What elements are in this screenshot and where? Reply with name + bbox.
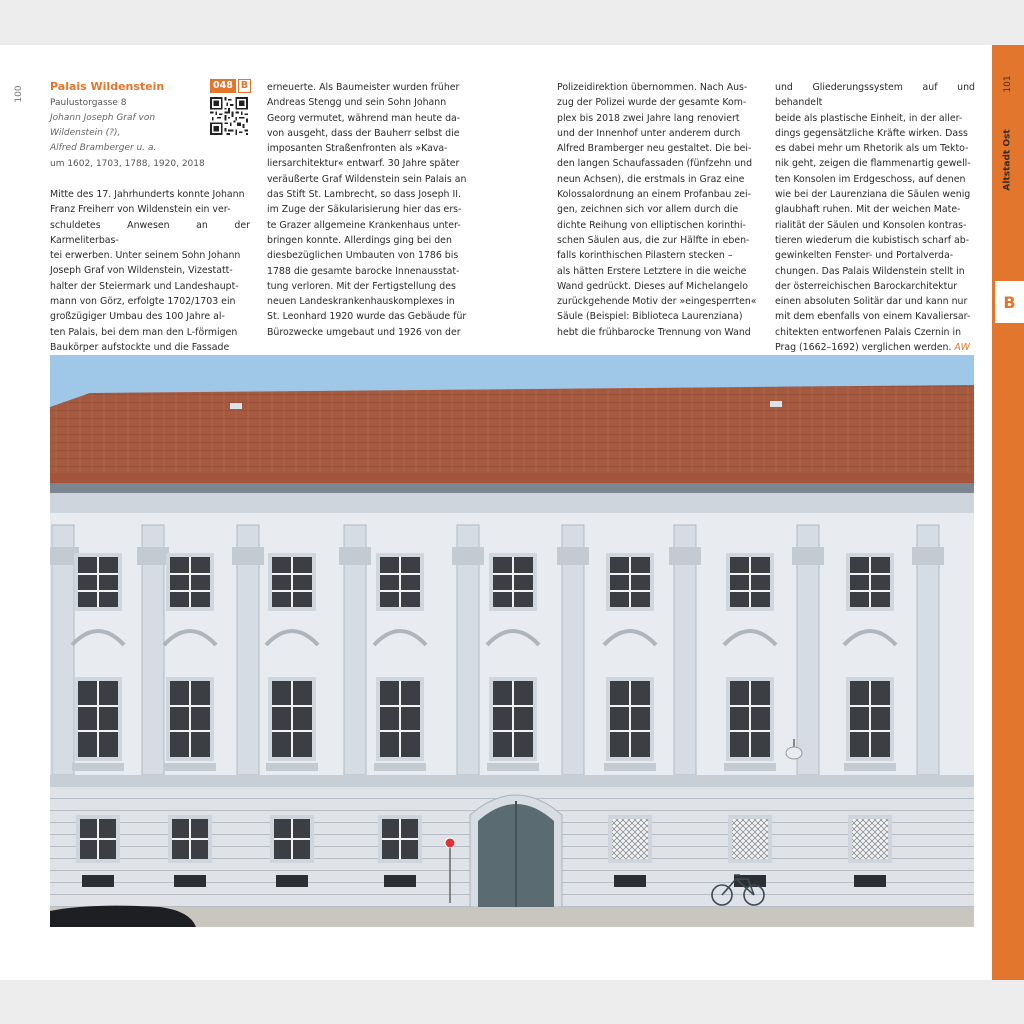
entry-letter: B xyxy=(238,79,251,93)
column xyxy=(557,525,589,775)
book-spread xyxy=(0,45,1024,980)
ground-window xyxy=(76,815,120,887)
body-column-4 xyxy=(775,80,975,355)
middle-window xyxy=(374,677,426,771)
entry-badge xyxy=(210,79,251,93)
entry-dates: um 1602, 1703, 1788, 1920, 2018 xyxy=(50,159,205,169)
column xyxy=(232,525,264,775)
column xyxy=(792,525,824,775)
section-tab[interactable] xyxy=(992,45,1024,980)
entry-number: 048 xyxy=(210,79,236,93)
middle-window xyxy=(266,677,318,771)
middle-window xyxy=(487,677,539,771)
page-number-right: 101 xyxy=(1003,75,1013,93)
ground-window xyxy=(608,815,652,887)
column xyxy=(452,525,484,775)
column xyxy=(669,525,701,775)
middle-window xyxy=(604,677,656,771)
body-column-3: Polizeidirektion übernommen. Nach Aus- zug der Polizei wurde der gesamte Kom- plex bis 2018 zwei Jahre lang renoviert und der Innenhof unter anderem durch Alfred Bramberger neu gestaltet. Die bei- den langen Schaufassaden (fünfzehn und neun Achsen), die erstmals in Graz eine Kolossalordnung an einem Profanbau zei- gen, zeichnen sich vor allem durch die dichte Reihung von elliptischen korinthi- schen Säulen aus, die zur Hälfte in eben- falls korinthischen Pilastern stecken – als hätten Erstere Letztere in die weiche Wand gedrückt. Dieses auf Michelangelo zurückgehende Motiv der »eingesperrten« Säule (Beispiel: Biblioteca Laurenziana) hebt die frühbarocke Trennung von Wand xyxy=(557,82,757,338)
body-column-2: erneuerte. Als Baumeister wurden früher Andreas Stengg und sein Sohn Johann Georg vermutet, während man heute da- von ausgeht, dass der Bauherr selbst die imposanten Straßenfronten als »Kava- liersarchitektur« entwarf. 30 Jahre später veräußerte Graf Wildenstein sein Palais an das Stift St. Lambrecht, so dass Joseph II. im Zuge der Säkularisierung hier das ers- te Grazer allgemeine Krankenhaus unter- bringen konnte. Allerdings ging bei den diesbezüglichen Umbauten von 1786 bis 1788 die gesamte barocke Innenausstat- tung verloren. Mit der Fertigstellung des neuen Landeskrankenhauskomplexes in St. Leonhard 1920 wurde das Gebäude für Bürozwecke umgebaut und 1926 von der xyxy=(267,82,467,338)
section-letter: B xyxy=(1003,292,1016,312)
facade-illustration xyxy=(50,355,974,927)
body-column-4-text: und Gliederungssystem auf und behandelt beide als plastische Einheit, in der aller- dings gegensätzliche Kräfte wirken. Dass es dabei mehr um Rhetorik als um Tekto- nik geht, zeigen die flammenartig gewell- ten Konsolen im Erdgeschoss, auf denen wie bei der Laurenziana die Säulen wenig glaubhaft ruhen. Mit der weichen Mate- rialität der Säulen und Konsolen kontras- tieren wiederum die kubistisch scharf ab- gewinkelten Fenster- und Portalverda- chungen. Das Palais Wildenstein stellt in der österreichischen Barockarchitektur einen absoluten Solitär dar und kann nur mit dem ebenfalls von einem Kavaliersar- chitekten entworfenen Palais Czernin in Prag (1662–1692) verglichen werden. xyxy=(775,82,975,354)
section-name xyxy=(992,45,1024,275)
ground-window xyxy=(848,815,892,887)
section-name-label: Altstadt Ost xyxy=(1003,129,1013,191)
palais-facade-photo xyxy=(50,355,974,927)
entry-title: Palais Wildenstein xyxy=(50,80,165,93)
ground-window xyxy=(168,815,212,887)
middle-window xyxy=(72,677,124,771)
ground-window xyxy=(728,815,772,887)
middle-window xyxy=(724,677,776,771)
middle-window xyxy=(844,677,896,771)
middle-window xyxy=(164,677,216,771)
ground-window xyxy=(378,815,422,887)
entry-architect-line-3: Alfred Bramberger u. a. xyxy=(50,143,157,153)
body-column-1: Mitte des 17. Jahrhunderts konnte Johann Franz Freiherr von Wildenstein ein ver- schuldetes Anwesen an der Karmeliterbas- tei erwerben. Unter seinem Sohn Johann Joseph Graf von Wildenstein, Vizestatt- halter der Steiermark und Landeshaupt- mann von Görz, erfolgte 1702/1703 ein großzügiger Umbau des 100 Jahre al- ten Palais, bei dem man den L-förmigen Baukörper aufstockte und die Fassade xyxy=(50,189,250,353)
entry-architect-line-2: Wildenstein (?), xyxy=(50,128,121,138)
entry-architect-line-1: Johann Joseph Graf von xyxy=(50,113,156,123)
column xyxy=(339,525,371,775)
author-initials: AW xyxy=(954,342,970,354)
qr-code-icon[interactable] xyxy=(210,97,248,135)
section-letter-box xyxy=(992,281,1024,323)
column xyxy=(137,525,169,775)
column xyxy=(912,525,944,775)
ground-window xyxy=(270,815,314,887)
entry-address: Paulustorgasse 8 xyxy=(50,98,127,108)
page-number-left: 100 xyxy=(14,85,24,103)
